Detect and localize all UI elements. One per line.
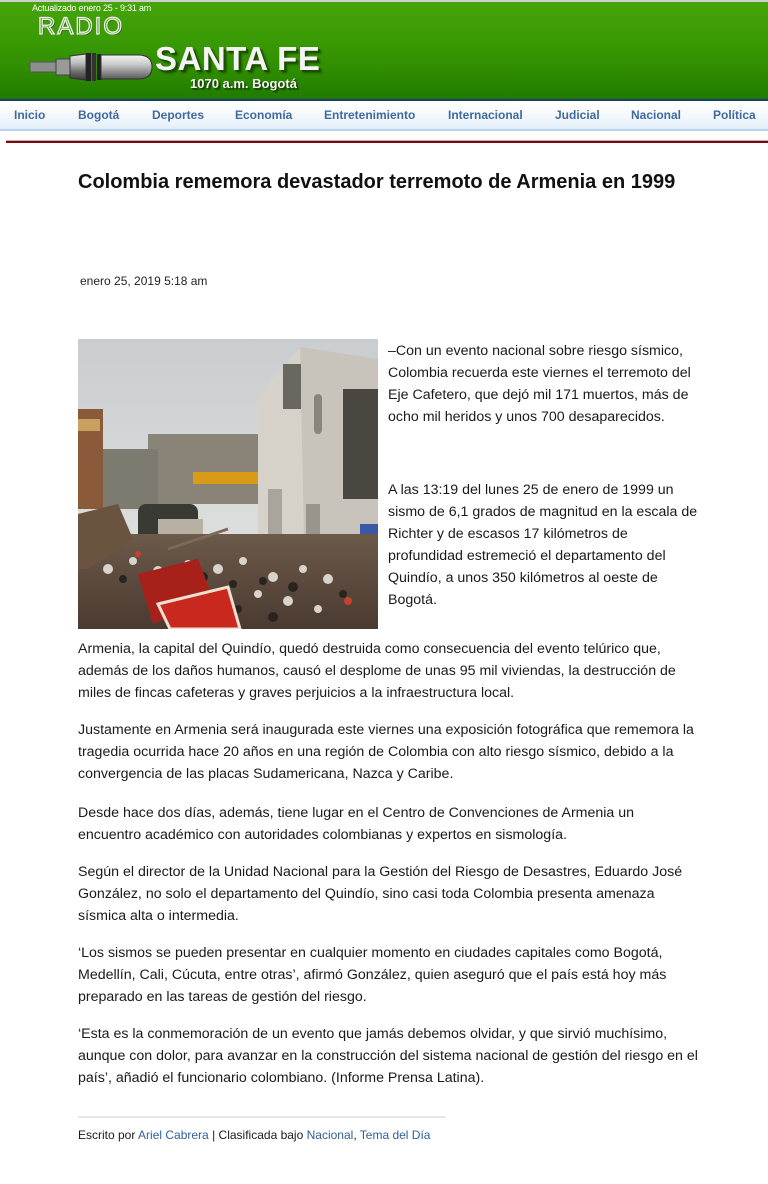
nav-item-deportes[interactable]: Deportes [152,108,205,122]
article-title: Colombia rememora devastador terremoto de Armenia en 1999 [78,171,676,193]
nav-item-politica[interactable]: Política [713,108,756,122]
logo-text-santa-fe: SANTA FE [155,40,321,77]
category-comma: , [353,1128,357,1142]
author-link[interactable]: Ariel Cabrera [138,1128,209,1142]
written-by-label: Escrito por [78,1128,136,1142]
article-photo [78,339,378,629]
nav-item-economia[interactable]: Economía [235,108,293,122]
classified-label: Clasificada bajo [218,1128,304,1142]
earthquake-photo-icon [78,339,378,629]
article-paragraph: ‘Los sismos se pueden presentar en cualquier momento en ciudades capitales como Bogotá, Medellín, Cali, Cúcuta, entre otras’, afirmó González, quien aseguró que el país está hoy más preparado en las tareas de gestión del riesgo. [78,945,667,1005]
site-header [0,0,768,101]
nav-item-internacional[interactable]: Internacional [448,108,523,122]
footer-divider [78,1116,446,1118]
header-divider [6,140,768,143]
main-nav [0,101,768,131]
article-paragraph: A las 13:19 del lunes 25 de enero de 1999 un sismo de 6,1 grados de magnitud en la escala de Richter y de escasos 17 kilómetros de profundidad estremeció el departamento del Quindío, a unos 350 kilómetros al oeste de Bogotá. [388,482,698,608]
updated-timestamp: Actualizado enero 25 - 9:31 am [32,3,152,13]
category-link-tema-del-dia[interactable]: Tema del Día [359,1128,431,1142]
byline-separator: | [212,1128,216,1142]
article-paragraph: –Con un evento nacional sobre riesgo sísmico, Colombia recuerda este viernes el terremoto del Eje Cafetero, que dejó mil 171 muertos, más de ocho mil heridos y unos 700 desaparecidos. [388,343,691,425]
logo-text-frequency: 1070 a.m. Bogotá [190,76,297,91]
nav-item-bogota[interactable]: Bogotá [78,108,120,122]
microphone-icon [28,50,156,84]
article-paragraph: Armenia, la capital del Quindío, quedó destruida como consecuencia del evento telúrico que, además de los daños humanos, causó el desplome de unas 95 mil viviendas, la destrucción de miles de fincas cafeteras y graves perjuicios a la infraestructura local. [78,641,676,701]
nav-item-entretenimiento[interactable]: Entretenimiento [324,108,416,122]
nav-item-nacional[interactable]: Nacional [631,108,682,122]
article-byline [78,1128,430,1142]
article-paragraph: Desde hace dos días, además, tiene lugar en el Centro de Convenciones de Armenia un encuentro académico con autoridades colombianas y expertos en sismología. [78,805,635,843]
article-paragraph: ‘Esta es la conmemoración de un evento que jamás debemos olvidar, y que sirvió muchísimo, aunque con dolor, para avanzar en la construcción del sistema nacional de gestión del riesgo en el país’, añadió el funcionario colombiano. (Informe Prensa Latina). [78,1026,698,1086]
article-paragraph: Según el director de la Unidad Nacional para la Gestión del Riesgo de Desastres, Eduardo José González, no solo el departamento del Quindío, sino casi toda Colombia presenta amenaza sísmica alta o intermedia. [78,864,683,924]
article-date: enero 25, 2019 5:18 am [80,274,208,288]
category-link-nacional[interactable]: Nacional [306,1128,354,1142]
logo-text-radio: RADIO [38,13,125,40]
article-paragraph: Justamente en Armenia será inaugurada este viernes una exposición fotográfica que rememora la tragedia ocurrida hace 20 años en una región de Colombia con alto riesgo sísmico, debido a la convergencia de las placas Sudamericana, Nazca y Caribe. [78,722,694,782]
nav-item-judicial[interactable]: Judicial [555,108,600,122]
nav-item-inicio[interactable]: Inicio [14,108,46,122]
